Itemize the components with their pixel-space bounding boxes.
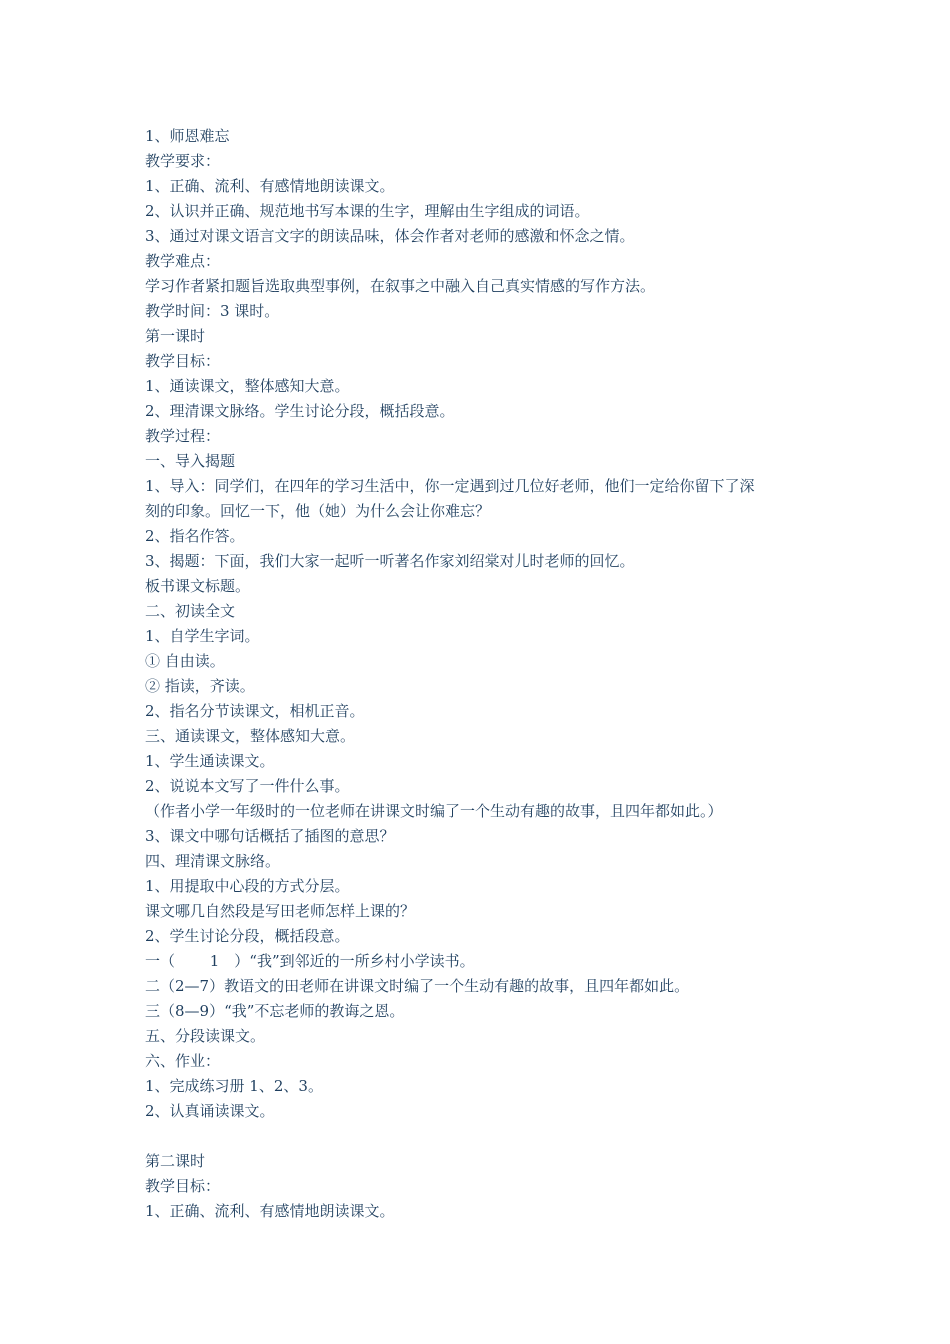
text-line: 2、理清课文脉络。学生讨论分段，概括段意。	[145, 402, 455, 420]
text-line: ② 指读，齐读。	[145, 677, 255, 695]
text-line: 3、课文中哪句话概括了插图的意思？	[145, 827, 395, 845]
section-heading: 四、理清课文脉络。	[145, 852, 281, 870]
section-heading: 六、作业：	[145, 1052, 221, 1070]
section-heading: 五、分段读课文。	[145, 1027, 266, 1045]
section-heading: 第二课时	[145, 1152, 206, 1170]
text-line: 2、认真诵读课文。	[145, 1102, 275, 1120]
section-heading: 二、初读全文	[145, 602, 236, 620]
text-line: 板书课文标题。	[145, 577, 251, 595]
text-line: 教学时间：3 课时。	[145, 302, 280, 320]
text-line: 3、通过对课文语言文字的朗读品味，体会作者对老师的感激和怀念之情。	[145, 227, 635, 245]
text-line: 二（2—7）教语文的田老师在讲课文时编了一个生动有趣的故事，且四年都如此。	[145, 977, 690, 995]
text-line: 1、用提取中心段的方式分层。	[145, 877, 350, 895]
section-heading: 一、导入揭题	[145, 452, 236, 470]
text-line: 1、正确、流利、有感情地朗读课文。	[145, 177, 395, 195]
section-heading: 教学要求：	[145, 152, 221, 170]
text-line: 2、指名分节读课文，相机正音。	[145, 702, 365, 720]
section-heading: 三、通读课文，整体感知大意。	[145, 727, 356, 745]
section-heading: 第一课时	[145, 327, 206, 345]
text-line: 1、自学生字词。	[145, 627, 260, 645]
text-line: 1、导入：同学们，在四年的学习生活中，你一定遇到过几位好老师，他们一定给你留下了深	[145, 477, 755, 495]
section-heading: 教学目标：	[145, 352, 221, 370]
lesson-title: 1、师恩难忘	[145, 127, 230, 145]
text-line: 课文哪几自然段是写田老师怎样上课的？	[145, 902, 416, 920]
text-line: 2、指名作答。	[145, 527, 245, 545]
blank-line	[145, 1124, 825, 1149]
text-line: 一（ 1 ）“我”到邻近的一所乡村小学读书。	[145, 952, 475, 970]
text-line: ① 自由读。	[145, 652, 225, 670]
document-page	[145, 124, 825, 1224]
text-line: 1、学生通读课文。	[145, 752, 275, 770]
text-line: 2、认识并正确、规范地书写本课的生字，理解由生字组成的词语。	[145, 202, 590, 220]
text-line: 2、说说本文写了一件什么事。	[145, 777, 350, 795]
text-line: 3、揭题：下面，我们大家一起听一听著名作家刘绍棠对儿时老师的回忆。	[145, 552, 635, 570]
text-line: 刻的印象。回忆一下，他（她）为什么会让你难忘？	[145, 502, 491, 520]
section-heading: 教学目标：	[145, 1177, 221, 1195]
text-line: 1、完成练习册 1、2、3。	[145, 1077, 323, 1095]
section-heading: 教学过程：	[145, 427, 221, 445]
text-line: 三（8—9）“我”不忘老师的教诲之恩。	[145, 1002, 405, 1020]
section-heading: 教学难点：	[145, 252, 221, 270]
text-line: 1、正确、流利、有感情地朗读课文。	[145, 1202, 395, 1220]
text-line: （作者小学一年级时的一位老师在讲课文时编了一个生动有趣的故事，且四年都如此。）	[145, 802, 723, 820]
text-line: 2、学生讨论分段，概括段意。	[145, 927, 350, 945]
text-line: 1、通读课文，整体感知大意。	[145, 377, 350, 395]
text-line: 学习作者紧扣题旨选取典型事例，在叙事之中融入自己真实情感的写作方法。	[145, 277, 656, 295]
